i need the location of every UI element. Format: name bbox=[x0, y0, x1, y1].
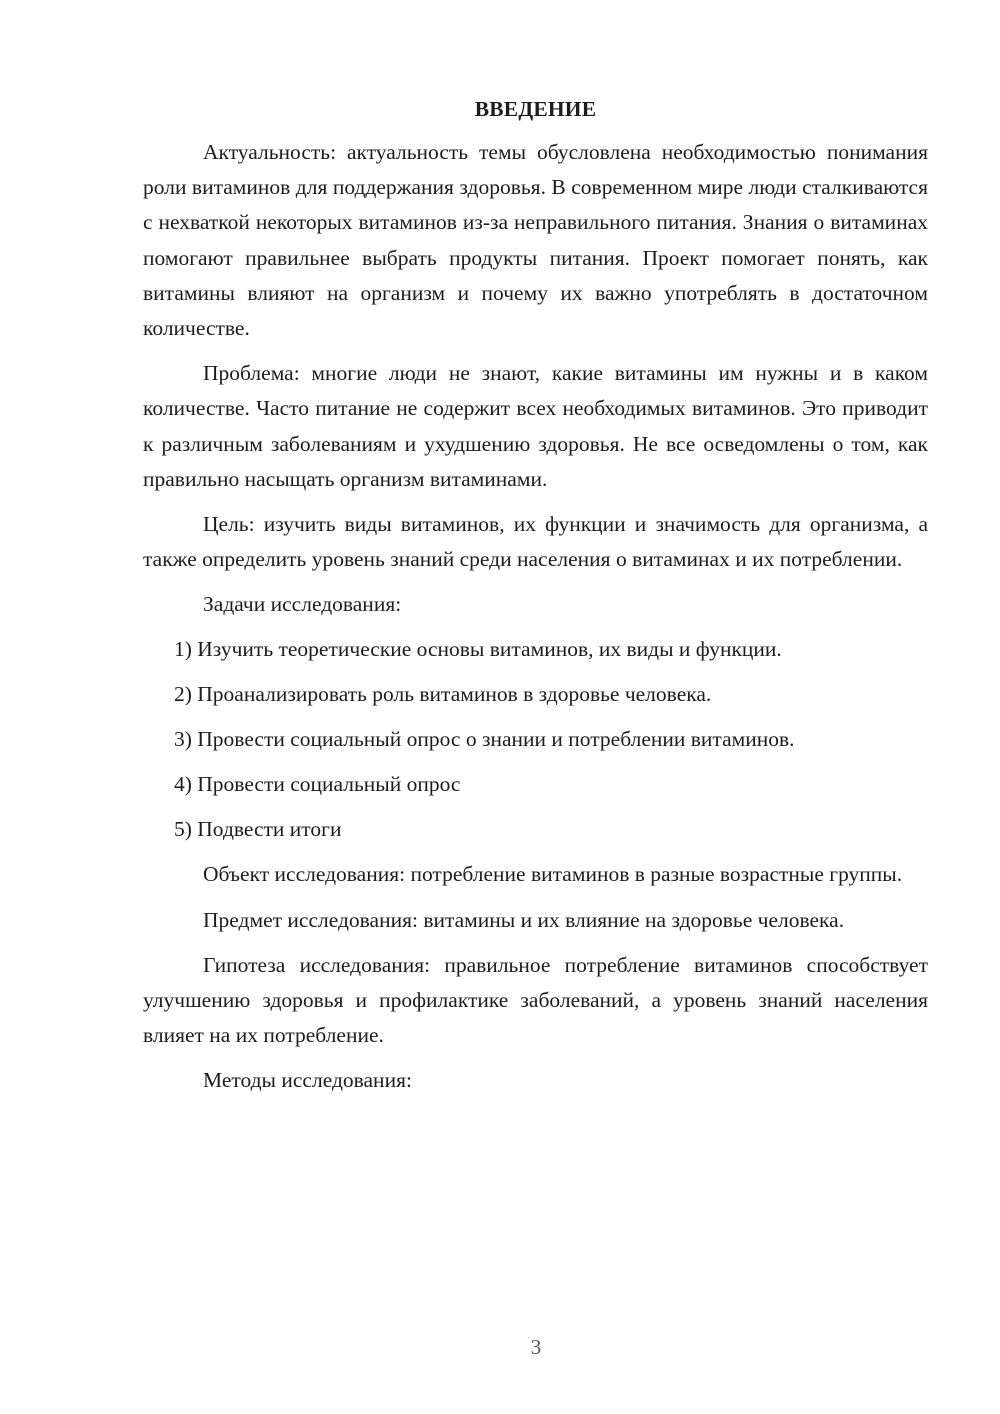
task-item: 2) Проанализировать роль витаминов в здоровье человека. bbox=[174, 682, 712, 707]
methods-heading: Методы исследования: bbox=[203, 1068, 412, 1093]
task-item: 3) Провести социальный опрос о знании и потреблении витаминов. bbox=[174, 727, 795, 752]
section-title: ВВЕДЕНИЕ bbox=[474, 97, 597, 121]
task-item: 1) Изучить теоретические основы витаминов, их виды и функции. bbox=[174, 637, 782, 662]
relevance-paragraph: Актуальность: актуальность темы обусловлена необходимостью понимания роли витаминов для поддержания здоровья. В современном мире люди сталкиваются с нехваткой некоторых витаминов из-за неправильного питания. Знания о витаминах помогают правильнее выбрать продукты питания. Проект помогает понять, как витамины влияют на организм и почему их важно употреблять в достаточном количестве. bbox=[143, 140, 928, 341]
page-number: 3 bbox=[530, 1335, 542, 1359]
tasks-list bbox=[143, 632, 928, 847]
task-item: 4) Провести социальный опрос bbox=[174, 772, 461, 797]
goal-paragraph: Цель: изучить виды витаминов, их функции и значимость для организма, а также определить уровень знаний среди населения о витаминах и их потреблении. bbox=[143, 512, 928, 572]
document-page bbox=[143, 92, 928, 1098]
subject-paragraph: Предмет исследования: витамины и их влияние на здоровье человека. bbox=[203, 907, 845, 932]
task-item: 5) Подвести итоги bbox=[174, 817, 342, 842]
tasks-heading: Задачи исследования: bbox=[203, 592, 402, 617]
hypothesis-paragraph: Гипотеза исследования: правильное потребление витаминов способствует улучшению здоровья и профилактике заболеваний, а уровень знаний населения влияет на их потребление. bbox=[143, 952, 928, 1048]
object-paragraph: Объект исследования: потребление витаминов в разные возрастные группы. bbox=[203, 862, 903, 887]
problem-paragraph: Проблема: многие люди не знают, какие витамины им нужны и в каком количестве. Часто питание не содержит всех необходимых витаминов. Это приводит к различным заболеваниям и ухудшению здоровья. Не все осведомлены о том, как правильно насыщать организм витаминами. bbox=[143, 361, 928, 491]
